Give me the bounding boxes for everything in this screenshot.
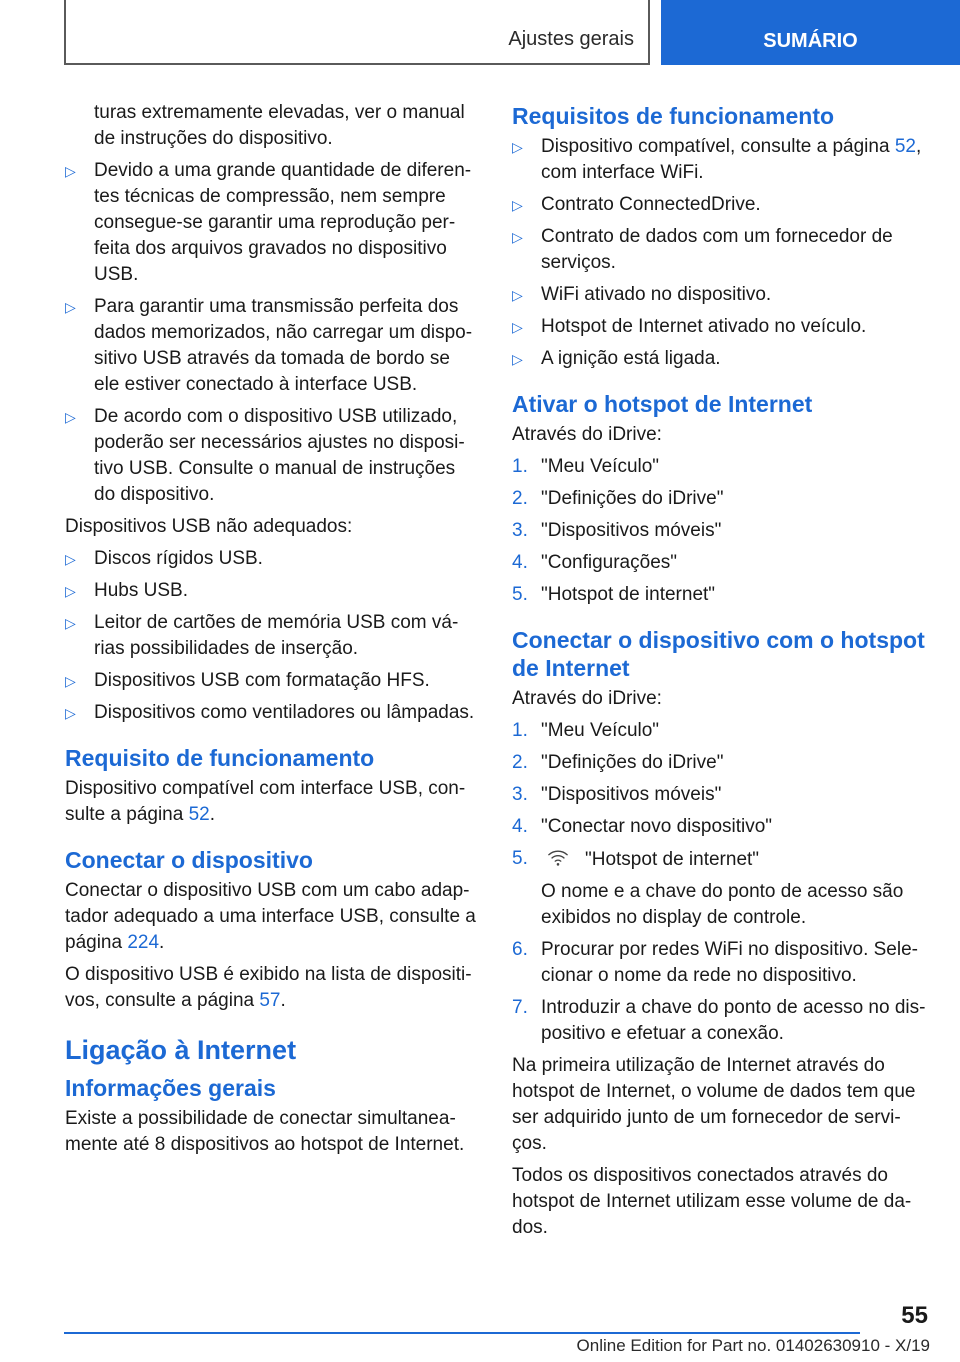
bullet-triangle-icon: ▷ [512, 197, 523, 213]
step-item: 1. "Meu Veículo" [512, 456, 660, 477]
step-item: 6. Procurar por redes WiFi no dispositivo. Sele‐cionar o nome da rede no dispositivo. [512, 939, 918, 986]
heading-ligacao: Ligação à Internet [65, 1035, 297, 1065]
step-item: 4. "Configurações" [512, 552, 678, 573]
informacoes-paragraph: Existe a possibilidade de conectar simultanea‐mente até 8 dispositivos ao hotspot de Internet. [65, 1108, 465, 1155]
list-item: ▷ Hubs USB. [65, 578, 480, 604]
list-item: ▷ Dispositivos USB com formatação HFS. [65, 668, 480, 694]
ativar-intro: Através do iDrive: [512, 424, 662, 445]
list-item: ▷ Dispositivo compatível, consulte a página 52, com interface WiFi. [512, 136, 922, 183]
final-paragraph-2: Todos os dispositivos conectados através do hotspot de Internet utilizam esse volume de da‐dos. [512, 1165, 912, 1238]
step-item: 5. "Hotspot de internet" [512, 584, 716, 605]
footer-divider [64, 1332, 860, 1334]
bullet-triangle-icon: ▷ [65, 583, 76, 599]
list-item: ▷ A ignição está ligada. [512, 346, 927, 372]
step-sub-text: O nome e a chave do ponto de acesso são exibidos no display de controle. [541, 881, 904, 928]
page-link-224[interactable]: 224 [127, 932, 160, 953]
final-paragraph-1: Na primeira utilização de Internet através do hotspot de Internet, o volume de dados tem que ser adquirido junto de um fornecedor de servi‐ços. [512, 1055, 916, 1154]
unsuitable-intro: Dispositivos USB não adequados: [65, 516, 353, 537]
list-item: ▷ Contrato ConnectedDrive. [512, 192, 927, 218]
list-item: ▷ Dispositivos como ventiladores ou lâmpadas. [65, 700, 480, 726]
step-item: 3. "Dispositivos móveis" [512, 520, 722, 541]
bullet-triangle-icon: ▷ [512, 351, 523, 367]
heading-ativar: Ativar o hotspot de Internet [512, 391, 813, 417]
bullet-triangle-icon: ▷ [65, 705, 76, 721]
left-column [65, 100, 480, 1164]
list-item: ▷ Para garantir uma transmissão perfeita dos dados memorizados, não carregar um dispo‐sitivo USB através da tomada de bordo se ele estiver conectado à interface USB. [65, 296, 473, 395]
step-item: 7. Introduzir a chave do ponto de acesso no dis‐positivo e efetuar a conexão. [512, 997, 926, 1044]
bullet-triangle-icon: ▷ [512, 287, 523, 303]
bullet-triangle-icon: ▷ [65, 615, 76, 631]
list-item: ▷ Leitor de cartões de memória USB com vá‐rias possibilidades de inserção. [65, 612, 459, 659]
heading-requisito: Requisito de funcionamento [65, 745, 375, 771]
list-item: ▷ De acordo com o dispositivo USB utilizado, poderão ser necessários ajustes no disposi‐tivo USB. Consulte o manual de instruções do dispositivo. [65, 406, 465, 505]
list-item: ▷ Discos rígidos USB. [65, 546, 480, 572]
list-item: ▷ Contrato de dados com um fornecedor de serviços. [512, 226, 893, 273]
bullet-triangle-icon: ▷ [512, 229, 523, 245]
list-item: ▷ WiFi ativado no dispositivo. [512, 282, 927, 308]
section-title: Ajustes gerais [508, 28, 634, 50]
right-column [512, 100, 927, 1247]
bullet-triangle-icon: ▷ [65, 673, 76, 689]
heading-conectar-hotspot: Conectar o dispositivo com o hotspot de Internet [512, 627, 925, 681]
conectar-intro: Através do iDrive: [512, 688, 662, 709]
heading-requisitos: Requisitos de funcionamento [512, 103, 835, 129]
page-link-52[interactable]: 52 [894, 136, 916, 157]
step-item: 4. "Conectar novo dispositivo" [512, 816, 773, 837]
conectar-paragraph: Conectar o dispositivo USB com um cabo adap‐tador adequado a uma interface USB, consulte a página 224. [65, 880, 476, 953]
step-item: 3. "Dispositivos móveis" [512, 784, 722, 805]
page-link-57[interactable]: 57 [259, 990, 281, 1011]
step-item: 2. "Definições do iDrive" [512, 752, 724, 773]
header-section-box [64, 0, 650, 65]
bullet-triangle-icon: ▷ [65, 299, 76, 315]
wifi-icon [547, 846, 569, 868]
summary-button[interactable]: SUMÁRIO [661, 0, 960, 65]
requisito-paragraph: Dispositivo compatível com interface USB, con‐sulte a página 52. [65, 778, 466, 825]
heading-conectar: Conectar o dispositivo [65, 847, 313, 873]
heading-informacoes: Informações gerais [65, 1075, 276, 1101]
step-item: 5. "Hotspot de internet" O nome e a chave do ponto de acesso são exibidos no display de controle. [512, 846, 927, 931]
list-item: ▷ Devido a uma grande quantidade de diferen‐tes técnicas de compressão, nem sempre consegue-se garantir uma reprodução per‐feita dos arquivos gravados no dispositivo USB. [65, 160, 472, 285]
bullet-triangle-icon: ▷ [512, 319, 523, 335]
bullet-triangle-icon: ▷ [512, 139, 523, 155]
list-item: ▷ Hotspot de Internet ativado no veículo. [512, 314, 927, 340]
page-number: 55 [901, 1302, 928, 1329]
bullet-triangle-icon: ▷ [65, 163, 76, 179]
step-item: 2. "Definições do iDrive" [512, 488, 724, 509]
bullet-triangle-icon: ▷ [65, 409, 76, 425]
continued-text: turas extremamente elevadas, ver o manual de instruções do dispositivo. [94, 102, 465, 149]
footer-edition-text: Online Edition for Part no. 01402630910 - X/19 [576, 1336, 930, 1355]
bullet-triangle-icon: ▷ [65, 551, 76, 567]
step-item: 1. "Meu Veículo" [512, 720, 660, 741]
page-link-52[interactable]: 52 [188, 804, 210, 825]
conectar-paragraph-2: O dispositivo USB é exibido na lista de dispositi‐vos, consulte a página 57. [65, 964, 472, 1011]
